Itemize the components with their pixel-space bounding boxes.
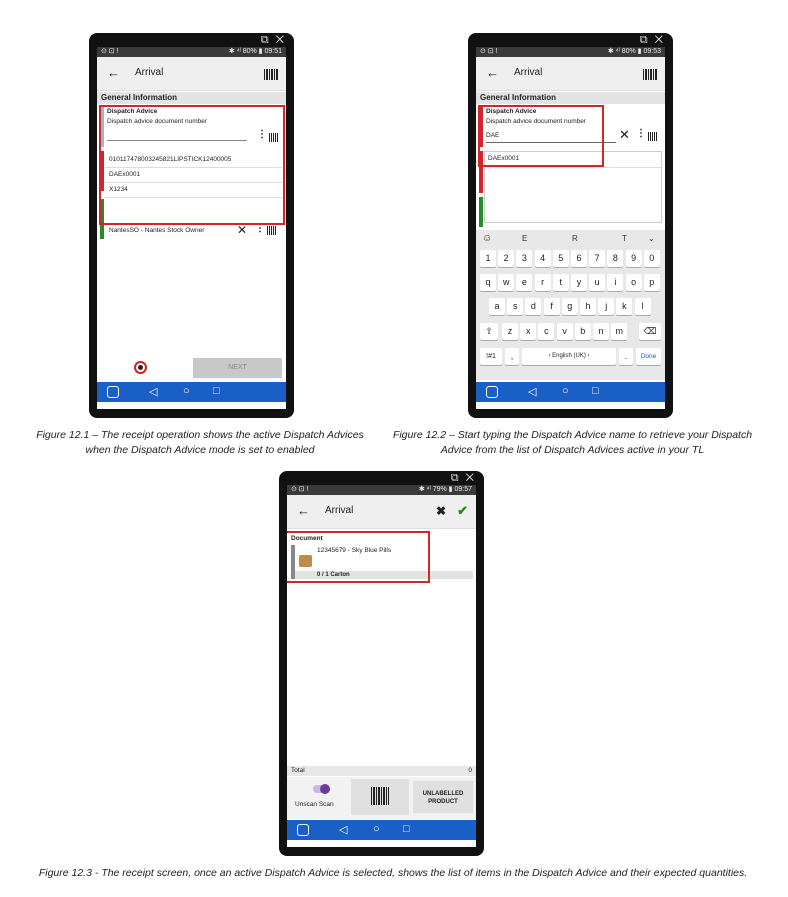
window-controls (89, 33, 294, 47)
status-bar (287, 485, 476, 495)
nav-recents-icon[interactable]: □ (213, 385, 220, 397)
key-r[interactable]: r (535, 274, 551, 291)
key-d[interactable]: d (525, 298, 541, 315)
key-f[interactable]: f (544, 298, 560, 315)
key-i[interactable]: i (607, 274, 623, 291)
item-quantity: 0 / 1 Carton (317, 572, 350, 578)
bottom-actions (287, 777, 476, 819)
window-icons[interactable]: ⧉ ✕ (450, 472, 476, 484)
key-y[interactable]: y (571, 274, 587, 291)
key-c[interactable]: c (538, 323, 554, 340)
option-indicator-green (479, 197, 483, 227)
navigation-bar (476, 382, 665, 402)
key-7[interactable]: 7 (589, 250, 605, 267)
total-bar (287, 766, 476, 776)
total-value: 0 (468, 767, 472, 774)
key-o[interactable]: o (626, 274, 642, 291)
unlabelled-product-button[interactable]: UNLABELLED PRODUCT (413, 781, 473, 813)
key-m[interactable]: m (611, 323, 627, 340)
screen (476, 47, 665, 409)
option-item[interactable]: DAEx0001 (109, 171, 141, 178)
figure-caption-12-3: Figure 12.3 - The receipt screen, once an active Dispatch Advice is selected, shows the list of items in the Dispatch Advice and their expected quantities. (38, 867, 748, 879)
confirm-check-icon[interactable]: ✔ (457, 503, 468, 518)
key-2[interactable]: 2 (498, 250, 514, 267)
barcode-field-icon[interactable] (267, 226, 277, 235)
key-0[interactable]: 0 (644, 250, 660, 267)
app-title: Arrival (514, 67, 543, 78)
back-arrow-icon[interactable]: ← (486, 65, 499, 80)
field-subtitle: Dispatch advice document number (107, 118, 208, 125)
key-5[interactable]: 5 (553, 250, 569, 267)
status-bar (476, 47, 665, 57)
highlight-box (478, 105, 604, 167)
window-controls (279, 471, 484, 485)
window-controls (468, 33, 673, 47)
clear-icon[interactable]: ✕ (237, 223, 248, 237)
key-h[interactable]: h (580, 298, 596, 315)
status-icons-left: ⊙ ⊡ ! (480, 48, 498, 55)
clear-icon[interactable]: ✕ (619, 127, 630, 142)
key-z[interactable]: z (502, 323, 518, 340)
figure-caption-12-1: Figure 12.1 – The receipt operation shows the active Dispatch Advices when the Dispatch Advice mode is set to enabled (36, 429, 364, 456)
section-title: General Information (97, 92, 286, 104)
dispatch-advice-input[interactable]: DAE (486, 132, 500, 139)
nav-home-icon[interactable]: ○ (373, 823, 380, 835)
option-item[interactable]: 010117478003245821LIPSTICK12400005 (109, 156, 232, 163)
field-title: Dispatch Advice (107, 108, 158, 115)
nav-recents-icon[interactable]: □ (592, 385, 599, 397)
owner-value: NantesSO - Nantes Stock Owner (109, 227, 205, 234)
figure-caption-12-2: Figure 12.2 – Start typing the Dispatch Advice name to retrieve your Dispatch Advice from the list of Dispatch Advices active in your TL (392, 429, 753, 456)
app-title: Arrival (325, 505, 354, 516)
app-bar (97, 57, 286, 91)
key-e[interactable]: e (516, 274, 532, 291)
phone-figure-12-2 (468, 33, 673, 418)
nav-back-icon[interactable]: ◁ (528, 386, 537, 398)
comma-key[interactable]: , (505, 348, 519, 365)
teamviewer-icon[interactable] (486, 386, 498, 398)
collapse-icon[interactable]: ⌄ (648, 234, 655, 243)
field-subtitle: Dispatch advice document number (486, 118, 587, 125)
suggestion[interactable]: T (622, 234, 627, 243)
status-icons-right: ✱ ⁴ˡ 80% ▮ 09:53 (607, 48, 661, 55)
nav-home-icon[interactable]: ○ (562, 385, 569, 397)
barcode-field-icon[interactable] (648, 132, 658, 141)
key-t[interactable]: t (553, 274, 569, 291)
backspace-key[interactable]: ⌫ (639, 323, 661, 340)
status-icons-right: ✱ ⁴ˡ 79% ▮ 09:57 (418, 486, 472, 493)
next-button[interactable]: NEXT (193, 358, 282, 378)
suggestion[interactable]: E (522, 234, 528, 243)
divider (486, 167, 661, 168)
unscan-toggle[interactable] (313, 785, 329, 793)
teamviewer-icon[interactable] (297, 824, 309, 836)
key-3[interactable]: 3 (516, 250, 532, 267)
item-name: 12345679 - Sky Blue Pills (317, 547, 392, 554)
key-1[interactable]: 1 (480, 250, 496, 267)
more-options-icon[interactable]: ⋮ (255, 223, 265, 234)
scan-button[interactable] (351, 779, 409, 815)
key-b[interactable]: b (575, 323, 591, 340)
keyboard (476, 230, 665, 380)
option-item[interactable]: X1234 (109, 186, 128, 193)
window-icons[interactable]: ⧉ ✕ (260, 34, 286, 46)
key-v[interactable]: v (557, 323, 573, 340)
section-title: Document (291, 535, 323, 542)
key-8[interactable]: 8 (607, 250, 623, 267)
total-label: Total (291, 767, 305, 774)
option-item[interactable]: DAEx0001 (488, 155, 520, 162)
key-q[interactable]: q (480, 274, 496, 291)
app-bar (287, 495, 476, 529)
field-title: Dispatch Advice (486, 108, 537, 115)
status-icons-left: ⊙ ⊡ ! (291, 486, 309, 493)
nav-recents-icon[interactable]: □ (403, 823, 410, 835)
suggestion[interactable]: R (572, 234, 578, 243)
shift-key[interactable]: ⇧ (480, 323, 498, 340)
key-x[interactable]: x (520, 323, 536, 340)
screen (287, 485, 476, 847)
barcode-scan-icon[interactable] (643, 69, 657, 80)
teamviewer-icon[interactable] (107, 386, 119, 398)
status-icons-right: ✱ ⁴ˡ 80% ▮ 09:51 (228, 48, 282, 55)
key-n[interactable]: n (593, 323, 609, 340)
barcode-icon (371, 787, 389, 805)
nav-back-icon[interactable]: ◁ (149, 386, 158, 398)
key-u[interactable]: u (589, 274, 605, 291)
period-key[interactable]: . (619, 348, 633, 365)
nav-home-icon[interactable]: ○ (183, 385, 190, 397)
window-icons[interactable]: ⧉ ✕ (639, 34, 665, 46)
symbols-key[interactable]: !#1 (480, 348, 502, 365)
emoji-icon[interactable]: ☺ (482, 233, 493, 244)
space-key[interactable]: ‹ English (UK) › (522, 348, 616, 365)
key-j[interactable]: j (598, 298, 614, 315)
highlight-box (287, 531, 430, 583)
key-w[interactable]: w (498, 274, 514, 291)
phone-figure-12-1 (89, 33, 294, 418)
done-key[interactable]: Done (636, 348, 661, 365)
key-6[interactable]: 6 (571, 250, 587, 267)
more-options-icon[interactable]: ⋮ (636, 128, 646, 139)
app-title: Arrival (135, 67, 164, 78)
nav-back-icon[interactable]: ◁ (339, 824, 348, 836)
navigation-bar (97, 382, 286, 402)
phone-figure-12-3 (279, 471, 484, 856)
screen (97, 47, 286, 409)
key-s[interactable]: s (507, 298, 523, 315)
section-title: General Information (476, 92, 665, 104)
record-icon[interactable] (134, 361, 147, 374)
navigation-bar (287, 820, 476, 840)
key-g[interactable]: g (562, 298, 578, 315)
key-k[interactable]: k (616, 298, 632, 315)
status-bar (97, 47, 286, 57)
highlight-box (99, 105, 285, 225)
cancel-icon[interactable]: ✖ (435, 504, 446, 518)
app-bar (476, 57, 665, 91)
key-4[interactable]: 4 (535, 250, 551, 267)
key-l[interactable]: l (635, 298, 651, 315)
key-9[interactable]: 9 (626, 250, 642, 267)
key-p[interactable]: p (644, 274, 660, 291)
key-a[interactable]: a (489, 298, 505, 315)
barcode-scan-icon[interactable] (264, 69, 278, 80)
status-icons-left: ⊙ ⊡ ! (101, 48, 119, 55)
back-arrow-icon[interactable]: ← (107, 65, 120, 80)
back-arrow-icon[interactable]: ← (297, 503, 310, 518)
more-options-icon[interactable]: ⋮ (257, 129, 267, 140)
unscan-scan-label: Unscan Scan (295, 801, 334, 808)
